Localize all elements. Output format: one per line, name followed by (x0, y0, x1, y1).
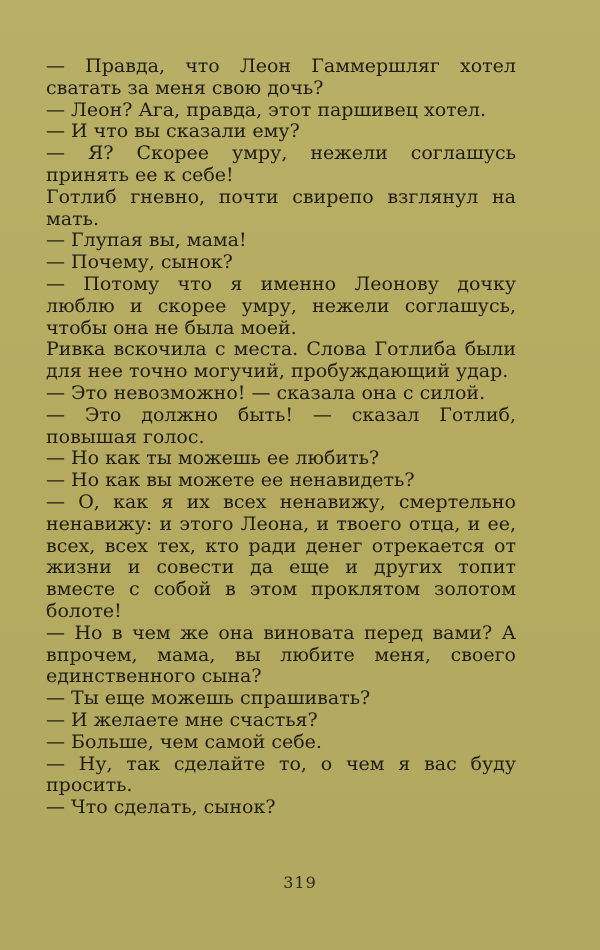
paragraph-4: — Я? Скорее умру, нежели соглашусь принять ее к себе! (46, 142, 516, 186)
paragraph-17: — И желаете мне счастья? (46, 708, 318, 731)
paragraph-1: — Правда, что Леон Гаммершляг хотел сватать за меня свою дочь? (46, 55, 516, 99)
paragraph-11: — Это должно быть! — сказал Готлиб, повышая голос. (46, 403, 516, 448)
page-number: 319 (283, 873, 317, 892)
paragraph-9: Ривка вскочила с места. Слова Готлиба были для нее точно могучий, пробуждающий удар. (46, 338, 516, 383)
paragraph-20: — Что сделать, сынок? (46, 796, 276, 819)
paragraph-19: — Ну, так сделайте то, о чем я вас буду просить. (46, 752, 516, 797)
paragraph-7: — Почему, сынок? (46, 251, 233, 274)
paragraph-8: — Потому что я именно Леонову дочку люблю и скорее умру, нежели соглашусь, чтобы она не была моей. (46, 272, 516, 339)
paragraph-3: — И что вы сказали ему? (46, 120, 300, 143)
paragraph-15: — Но в чем же она виновата перед вами? А впрочем, мама, вы любите меня, своего единственного сына? (46, 621, 516, 688)
paragraph-10: — Это невозможно! — сказала она с силой. (46, 381, 486, 404)
paragraph-18: — Больше, чем самой себе. (46, 730, 322, 753)
paragraph-5: Готлиб гневно, почти свирепо взглянул на мать. (46, 185, 516, 230)
paragraph-6: — Глупая вы, мама! (46, 229, 247, 252)
paragraph-13: — Но как вы можете ее ненавидеть? (46, 469, 415, 492)
paragraph-2: — Леон? Ага, правда, этот паршивец хотел. (46, 98, 487, 121)
paragraph-12: — Но как ты можешь ее любить? (46, 447, 380, 470)
paragraph-14: — О, как я их всех ненавижу, смертельно ненавижу: и этого Леона, и твоего отца, и ее, всех, всех тех, кто ради денег отрекается от жизни и совести да еще и других топит вместе с собой в этом проклятом золотом болоте! (46, 490, 516, 622)
paragraph-16: — Ты еще можешь спрашивать? (46, 687, 371, 710)
body-text (46, 56, 516, 819)
